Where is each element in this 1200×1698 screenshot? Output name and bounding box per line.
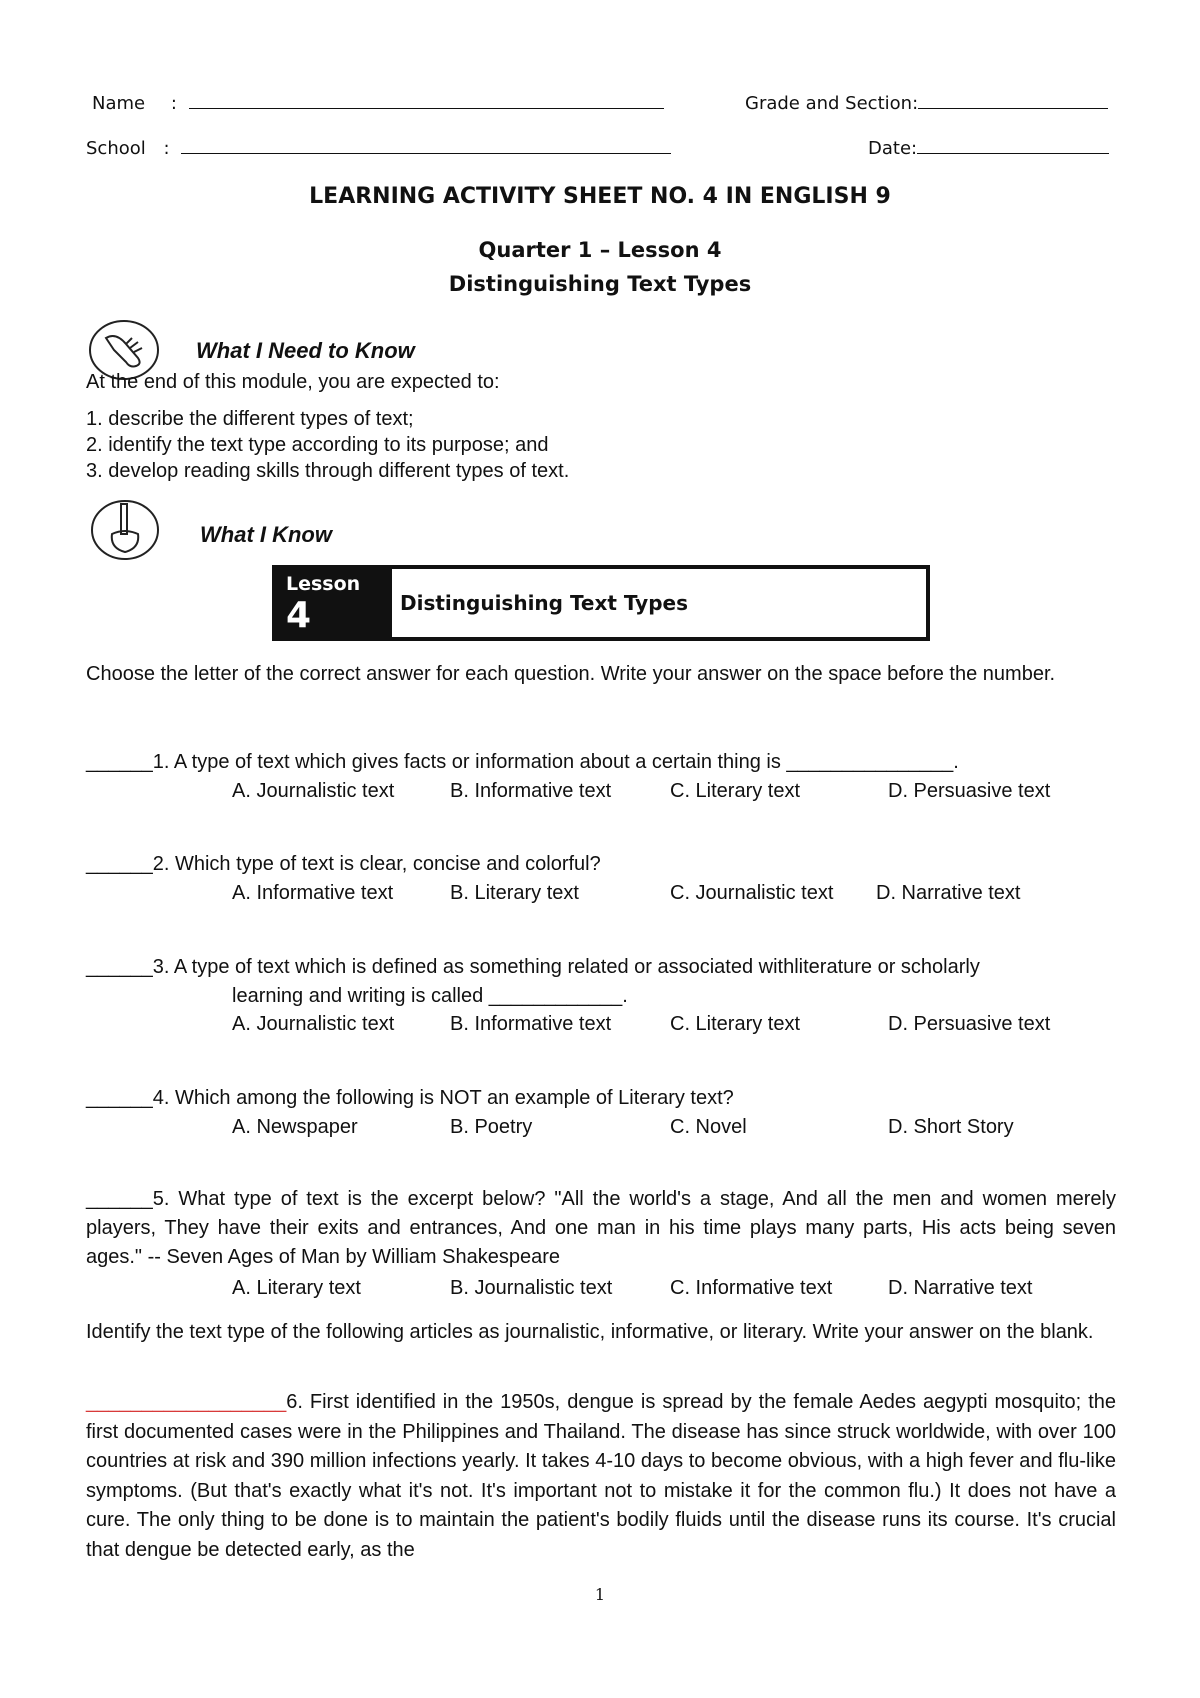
what-i-need-heading: What I Need to Know [196, 338, 415, 363]
question-1: ______1. A type of text which gives facts or information about a certain thing is _______________. [86, 751, 959, 773]
grade-section-field [745, 90, 1108, 114]
q1-option-a: A. Journalistic text [232, 780, 395, 802]
q5-option-a: A. Literary text [232, 1277, 361, 1299]
answer-blank-4[interactable]: ______ [86, 1087, 153, 1109]
question-3-continued: learning and writing is called ____________. [232, 985, 628, 1007]
q1-option-c: C. Literary text [670, 780, 801, 802]
school-label: School [86, 138, 146, 159]
answer-blank-1[interactable]: ______ [86, 751, 153, 773]
lesson-word: Lesson [286, 573, 361, 595]
objectives-intro: At the end of this module, you are expected to: [86, 371, 500, 393]
objective-1: 1. describe the different types of text; [86, 408, 414, 430]
objective-3: 3. develop reading skills through different types of text. [86, 460, 570, 482]
q4-option-a: A. Newspaper [232, 1116, 358, 1138]
answer-blank-2[interactable]: ______ [86, 853, 153, 875]
name-line[interactable] [189, 90, 664, 109]
answer-blank-5[interactable]: ______ [86, 1188, 153, 1210]
q4-option-c: C. Novel [670, 1116, 747, 1138]
lesson-banner [272, 565, 930, 641]
identify-instructions: Identify the text type of the following articles as journalistic, informative, or literary. Write your answer on the blank. [86, 1321, 1094, 1343]
quarter-lesson: Quarter 1 – Lesson 4 [478, 238, 722, 262]
objective-2: 2. identify the text type according to its purpose; and [86, 434, 549, 456]
q2-option-a: A. Informative text [232, 882, 394, 904]
q2-option-c: C. Journalistic text [670, 882, 834, 904]
school-line[interactable] [181, 135, 671, 154]
question-6: __________________6. First identified in the 1950s, dengue is spread by the female Aedes aegypti mosquito; the first documented cases were in the Philippines and Thailand. The disease has since struck worldwide, with over 100 countries at risk and 390 million infections yearly. It takes 4-10 days to become obvious, with a high fever and flu-like symptoms. (But that's exactly what it's not. It's important not to mistake it for the common flu.) It does not have a cure. The only thing to be done is to maintain the patient's bodily fluids until the disease runs its course. It's crucial that dengue be detected early, as the [86, 1391, 1116, 1561]
q1-option-d: D. Persuasive text [888, 780, 1051, 802]
name-label: Name [92, 93, 146, 114]
answer-blank-3[interactable]: ______ [86, 956, 153, 978]
q3-option-c: C. Literary text [670, 1013, 801, 1035]
lesson-number: 4 [286, 595, 312, 636]
lesson-topic: Distinguishing Text Types [448, 272, 752, 296]
q3-option-d: D. Persuasive text [888, 1013, 1051, 1035]
question-2: ______2. Which type of text is clear, concise and colorful? [86, 853, 601, 875]
q4-option-b: B. Poetry [450, 1116, 533, 1138]
page-number: 1 [594, 1585, 606, 1604]
q3-option-b: B. Informative text [450, 1013, 612, 1035]
q5-option-b: B. Journalistic text [450, 1277, 613, 1299]
q4-option-d: D. Short Story [888, 1116, 1014, 1138]
instructions: Choose the letter of the correct answer for each question. Write your answer on the space before the number. [86, 663, 1056, 685]
question-5: ______5. What type of text is the excerpt below? "All the world's a stage, And all the men and women merely players, They have their exits and entrances, And one man in his time plays many parts, His acts being seven ages." -- Seven Ages of Man by William Shakespeare [86, 1188, 1116, 1268]
q2-option-b: B. Literary text [450, 882, 579, 904]
school-field: School : [86, 135, 671, 159]
grade-section-label: Grade and Section: [745, 93, 919, 114]
question-3: ______3. A type of text which is defined as something related or associated withliterature or scholarly [86, 956, 980, 978]
q3-option-a: A. Journalistic text [232, 1013, 395, 1035]
name-field: Name : [92, 90, 664, 114]
q1-option-b: B. Informative text [450, 780, 612, 802]
sheet-title: LEARNING ACTIVITY SHEET NO. 4 IN ENGLISH 9 [309, 184, 891, 209]
date-field [868, 135, 1109, 159]
q2-option-d: D. Narrative text [876, 882, 1021, 904]
q5-option-d: D. Narrative text [888, 1277, 1033, 1299]
answer-blank-6[interactable]: __________________ [86, 1391, 287, 1413]
question-4: ______4. Which among the following is NOT an example of Literary text? [86, 1087, 734, 1109]
grade-section-line[interactable] [918, 90, 1108, 109]
lesson-banner-title: Distinguishing Text Types [400, 591, 689, 615]
pen-hand-icon [88, 498, 162, 562]
date-label: Date: [868, 138, 918, 159]
q5-option-c: C. Informative text [670, 1277, 833, 1299]
date-line[interactable] [917, 135, 1109, 154]
what-i-know-heading: What I Know [200, 522, 332, 547]
